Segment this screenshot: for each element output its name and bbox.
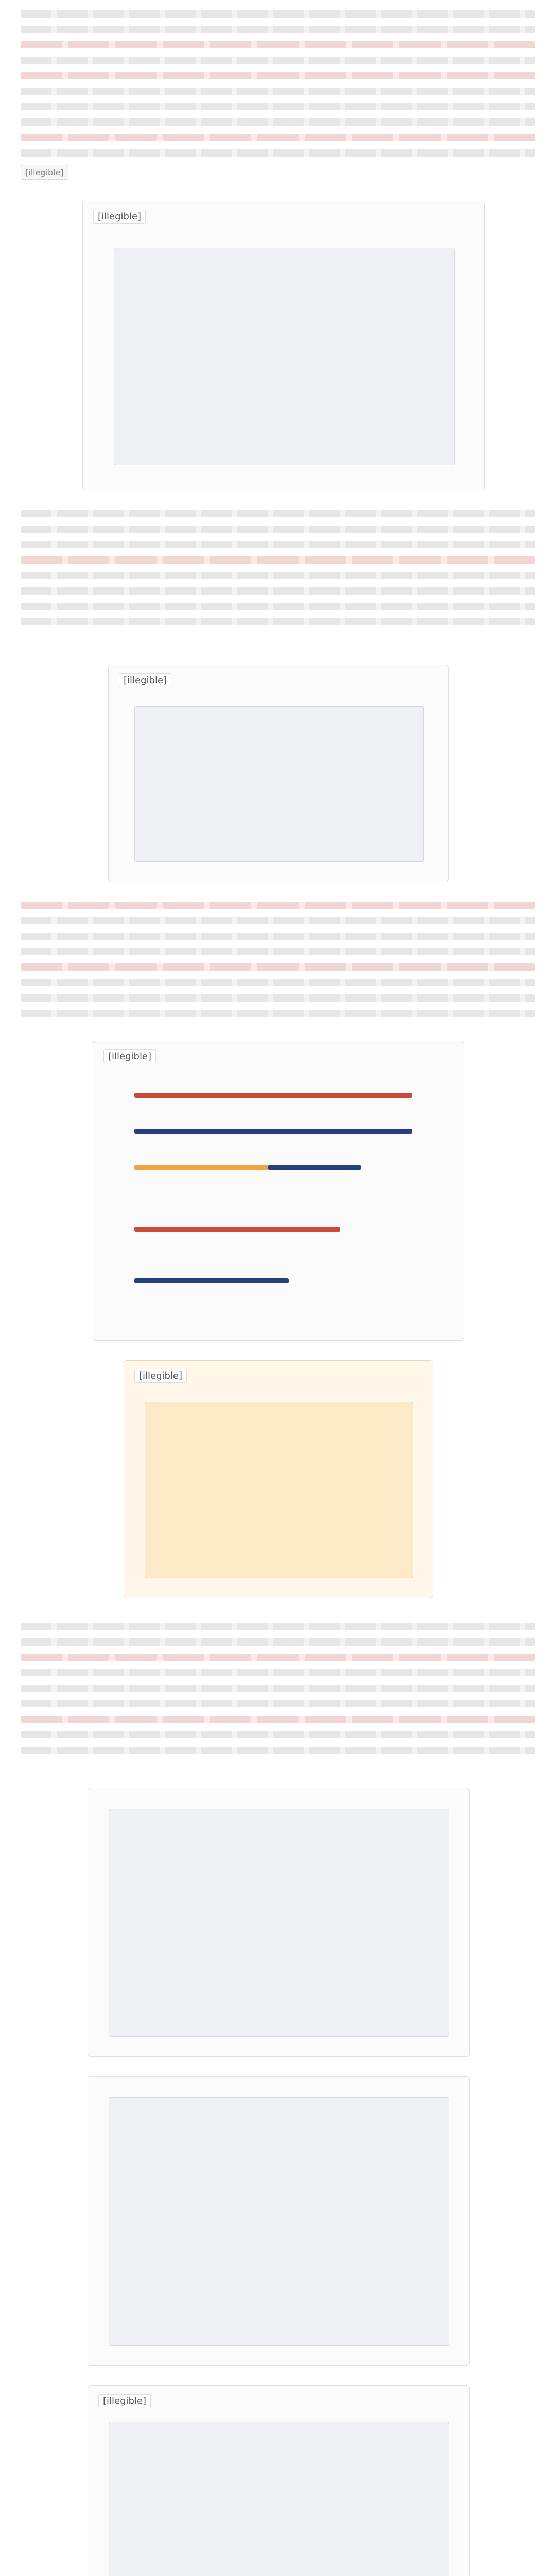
timeline-bar	[134, 1165, 268, 1170]
text-line	[21, 963, 535, 971]
text-line	[21, 572, 535, 579]
text-line	[21, 103, 535, 110]
text-line	[21, 510, 535, 517]
text-line	[21, 1731, 535, 1738]
text-line	[21, 526, 535, 533]
text-block-1	[0, 0, 556, 185]
text-line	[21, 979, 535, 986]
text-line	[21, 134, 535, 141]
diagram-4	[88, 2076, 470, 2366]
text-block-2	[0, 505, 556, 649]
text-line	[21, 72, 535, 79]
timeline-bar	[134, 1278, 289, 1283]
text-line	[21, 618, 535, 625]
illegible-note: [illegible]	[21, 165, 68, 180]
diagram-5	[88, 2385, 470, 2576]
text-line	[21, 1010, 535, 1017]
text-line	[21, 902, 535, 909]
text-line	[21, 1700, 535, 1707]
diagram-caption: [illegible]	[98, 2394, 151, 2408]
text-line	[21, 1654, 535, 1661]
diagram-placeholder	[114, 248, 455, 465]
text-block-3	[0, 896, 556, 1030]
text-line	[21, 1669, 535, 1676]
diagram-placeholder	[109, 1809, 449, 2037]
diagram-1	[82, 201, 485, 490]
diagram-placeholder	[134, 706, 424, 862]
text-line	[21, 948, 535, 955]
text-line	[21, 41, 535, 48]
text-line	[21, 933, 535, 940]
text-block-4	[0, 1618, 556, 1772]
text-line	[21, 149, 535, 157]
text-line	[21, 26, 535, 33]
timeline-bar	[134, 1129, 412, 1134]
text-line	[21, 88, 535, 95]
text-line	[21, 1623, 535, 1630]
table-placeholder	[145, 1402, 413, 1578]
text-line	[21, 917, 535, 924]
text-line	[21, 1716, 535, 1723]
diagram-placeholder	[109, 2097, 449, 2346]
text-line	[21, 603, 535, 610]
diagram-2	[108, 665, 449, 882]
timeline-bar	[134, 1227, 340, 1232]
timeline-bar	[134, 1093, 412, 1098]
diagram-3	[88, 1788, 470, 2057]
text-line	[21, 1747, 535, 1754]
comparison-table	[124, 1360, 433, 1598]
text-line	[21, 994, 535, 1002]
diagram-placeholder	[109, 2422, 449, 2576]
text-line	[21, 587, 535, 595]
text-line	[21, 541, 535, 548]
diagram-caption: [illegible]	[119, 673, 171, 687]
text-line	[21, 57, 535, 64]
text-line	[21, 118, 535, 126]
text-line	[21, 10, 535, 18]
diagram-caption: [illegible]	[103, 1049, 156, 1063]
text-line	[21, 1685, 535, 1692]
table-caption: [illegible]	[134, 1369, 187, 1383]
timeline-bar	[268, 1165, 361, 1170]
diagram-caption: [illegible]	[93, 210, 146, 224]
text-line	[21, 1638, 535, 1646]
timeline-diagram	[93, 1041, 464, 1341]
text-line	[21, 556, 535, 564]
